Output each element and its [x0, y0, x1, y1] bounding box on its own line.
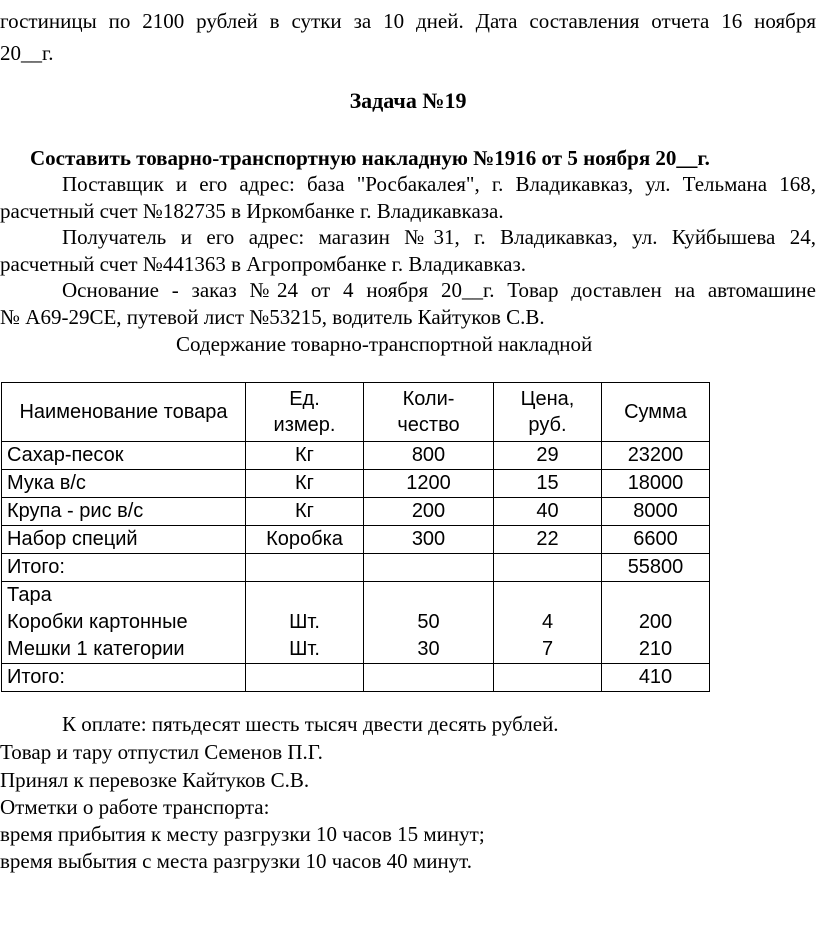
- total-row: [2, 554, 710, 582]
- tare-qtys: [364, 582, 494, 664]
- tare-units: [246, 582, 364, 664]
- tare-item-name: Мешки 1 категории: [7, 638, 185, 660]
- table-caption: Содержание товарно-транспортной накладной: [176, 332, 593, 356]
- cell-qty: 300: [364, 526, 494, 554]
- cell-unit: Коробка: [246, 526, 364, 554]
- total-sum: 55800: [602, 554, 710, 582]
- header-price-line-1: Цена,: [520, 388, 575, 410]
- tare-item-unit: Шт.: [289, 638, 320, 660]
- total-label: Итого:: [2, 554, 246, 582]
- cell-empty: [364, 664, 494, 692]
- transport-notes-line: Отметки о работе транспорта:: [0, 795, 270, 819]
- cell-qty: 800: [364, 442, 494, 470]
- tare-item-qty: 30: [417, 638, 440, 660]
- recipient-line-1: Получатель и его адрес: магазин №31, г. Владикавказ, ул. Куйбышева 24,: [62, 225, 816, 249]
- tare-item-price: 7: [541, 638, 554, 660]
- total-sum: 410: [602, 664, 710, 692]
- header-qty-line-1: Коли-: [402, 388, 455, 410]
- tare-prices: [494, 582, 602, 664]
- cell-price: 29: [494, 442, 602, 470]
- payment-line: К оплате: пятьдесят шесть тысяч двести десять рублей.: [62, 712, 559, 736]
- tare-item-qty: 50: [417, 611, 440, 633]
- supplier-line-2: расчетный счет №182735 в Иркомбанке г. Владикавказа.: [0, 199, 504, 223]
- cell-unit: Кг: [246, 498, 364, 526]
- basis-line-1: Основание - заказ №24 от 4 ноября 20__г. Товар доставлен на автомашине: [62, 278, 816, 302]
- cell-sum: 18000: [602, 470, 710, 498]
- cell-sum: 23200: [602, 442, 710, 470]
- waybill-table: [1, 382, 710, 692]
- tare-heading: Тара: [7, 584, 52, 606]
- header-price: [494, 383, 602, 442]
- tare-row: [2, 582, 710, 664]
- tare-sums: [602, 582, 710, 664]
- cell-sum: 8000: [602, 498, 710, 526]
- cell-price: 22: [494, 526, 602, 554]
- cell-empty: [494, 664, 602, 692]
- table-row: [2, 526, 710, 554]
- departure-line: время выбытия с места разгрузки 10 часов 40 минут.: [0, 849, 473, 873]
- header-name: Наименование товара: [2, 383, 246, 442]
- tare-item-price: 4: [541, 611, 554, 633]
- recipient-line-2: расчетный счет №441363 в Агропромбанке г. Владикавказ.: [0, 252, 527, 276]
- supplier-line-1: Поставщик и его адрес: база "Росбакалея", г. Владикавказ, ул. Тельмана 168,: [62, 172, 816, 196]
- header-unit-line-2: измер.: [273, 414, 336, 436]
- header-unit: [246, 383, 364, 442]
- cell-qty: 200: [364, 498, 494, 526]
- cell-name: Крупа - рис в/с: [2, 498, 246, 526]
- table-row: [2, 442, 710, 470]
- header-unit-line-1: Ед.: [289, 388, 320, 410]
- cell-sum: 6600: [602, 526, 710, 554]
- header-qty-line-2: чество: [397, 414, 460, 436]
- cell-empty: [364, 554, 494, 582]
- intro-line-1: гостиницы по 2100 рублей в сутки за 10 дней. Дата составления отчета 16 ноября: [0, 9, 816, 33]
- cell-unit: Кг: [246, 442, 364, 470]
- intro-line-2: 20__г.: [0, 41, 54, 65]
- total-label: Итого:: [2, 664, 246, 692]
- basis-line-2: № А69-29СЕ, путевой лист №53215, водитель Кайтуков С.В.: [0, 305, 545, 329]
- cell-empty: [246, 664, 364, 692]
- table-row: [2, 470, 710, 498]
- tare-item-sum: 210: [638, 638, 673, 660]
- cell-empty: [246, 554, 364, 582]
- cell-unit: Кг: [246, 470, 364, 498]
- cell-price: 15: [494, 470, 602, 498]
- released-line: Товар и тару отпустил Семенов П.Г.: [0, 740, 323, 764]
- table-row: [2, 498, 710, 526]
- cell-name: Сахар-песок: [2, 442, 246, 470]
- task-title: Задача №19: [349, 88, 467, 113]
- header-sum: Сумма: [602, 383, 710, 442]
- tare-names: [2, 582, 246, 664]
- cell-empty: [494, 554, 602, 582]
- cell-price: 40: [494, 498, 602, 526]
- header-price-line-2: руб.: [528, 414, 567, 436]
- header-qty: [364, 383, 494, 442]
- cell-name: Набор специй: [2, 526, 246, 554]
- total-row: [2, 664, 710, 692]
- tare-item-sum: 200: [638, 611, 673, 633]
- task-subtitle: Составить товарно-транспортную накладную №1916 от 5 ноября 20__г.: [30, 146, 710, 170]
- cell-qty: 1200: [364, 470, 494, 498]
- arrival-line: время прибытия к месту разгрузки 10 часов 15 минут;: [0, 822, 485, 846]
- accepted-line: Принял к перевозке Кайтуков С.В.: [0, 768, 310, 792]
- table-header-row: [2, 383, 710, 442]
- tare-item-name: Коробки картонные: [7, 611, 188, 633]
- cell-name: Мука в/с: [2, 470, 246, 498]
- tare-item-unit: Шт.: [289, 611, 320, 633]
